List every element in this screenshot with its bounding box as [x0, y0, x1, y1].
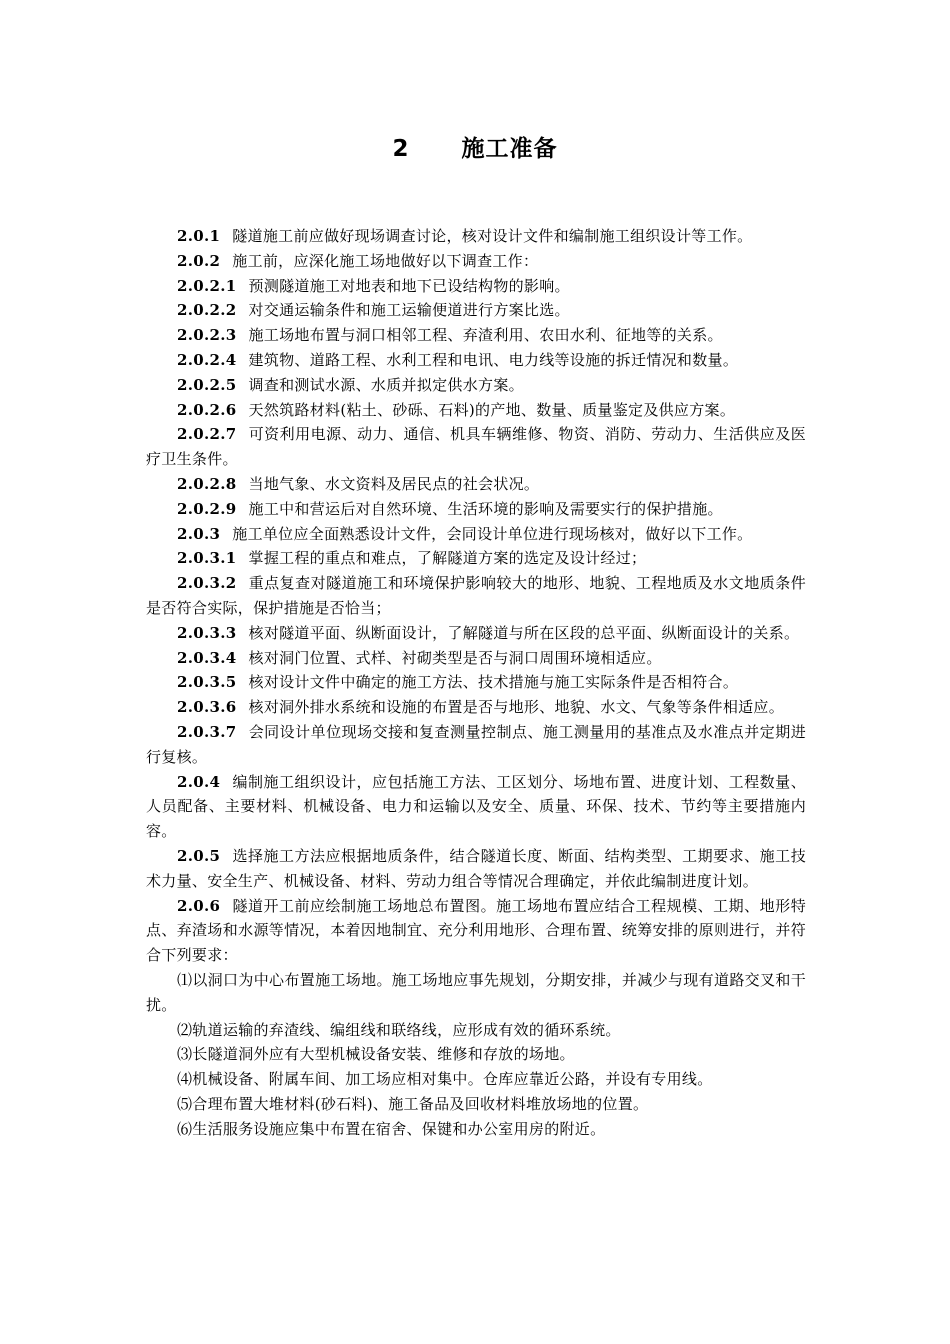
- paragraph: [146, 770, 806, 844]
- chapter-title: 施工准备: [461, 136, 558, 162]
- clause-text: 隧道开工前应绘制施工场地总布置图。施工场地布置应结合工程规模、工期、地形特点、弃渣场和水源等情况，本着因地制宜、充分利用地形、合理布置、统筹安排的原则进行，并符合下列要求：: [146, 896, 806, 965]
- paragraph: [146, 844, 806, 894]
- clause-number: 2.0.2.4: [177, 350, 237, 369]
- clause-text: ⑹生活服务设施应集中布置在宿舍、保键和办公室用房的附近。: [177, 1119, 606, 1138]
- clause-number: 2.0.2.1: [177, 276, 237, 295]
- paragraph: [146, 621, 806, 646]
- clause-number: 2.0.3.2: [177, 574, 237, 593]
- paragraph: [146, 497, 806, 522]
- clause-text: 建筑物、道路工程、水利工程和电讯、电力线等设施的拆迁情况和数量。: [248, 350, 739, 369]
- clause-text: ⑶长隧道洞外应有大型机械设备安装、维修和存放的场地。: [177, 1045, 575, 1064]
- paragraph: [146, 522, 806, 547]
- clause-text: 施工场地布置与洞口相邻工程、弃渣利用、农田水利、征地等的关系。: [248, 326, 723, 345]
- paragraph: [146, 1067, 806, 1092]
- paragraph: [146, 546, 806, 571]
- clause-text: ⑴以洞口为中心布置施工场地。施工场地应事先规划，分期安排，并减少与现有道路交叉和干扰。: [146, 970, 806, 1014]
- page-title: [0, 133, 950, 165]
- paragraph: [146, 1117, 806, 1142]
- clause-text: 核对洞门位置、式样、衬砌类型是否与洞口周围环境相适应。: [248, 648, 662, 667]
- body-text: [146, 224, 806, 1141]
- clause-text: 编制施工组织设计，应包括施工方法、工区划分、场地布置、进度计划、工程数量、人员配备、主要材料、机械设备、电力和运输以及安全、质量、环保、技术、节约等主要措施内容。: [146, 772, 806, 841]
- clause-text: 施工前，应深化施工场地做好以下调查工作：: [232, 251, 539, 270]
- clause-number: 2.0.2: [177, 251, 221, 270]
- clause-number: 2.0.2.6: [177, 400, 237, 419]
- clause-number: 2.0.4: [177, 772, 221, 791]
- clause-text: 隧道施工前应做好现场调查讨论，核对设计文件和编制施工组织设计等工作。: [232, 227, 753, 245]
- clause-text: 施工单位应全面熟悉设计文件，会同设计单位进行现场核对，做好以下工作。: [232, 524, 753, 543]
- clause-number: 2.0.2.2: [177, 301, 237, 320]
- clause-number: 2.0.3.1: [177, 549, 237, 568]
- clause-text: 对交通运输条件和施工运输便道进行方案比选。: [248, 301, 570, 320]
- clause-text: 施工中和营运后对自然环境、生活环境的影响及需要实行的保护措施。: [248, 499, 723, 518]
- paragraph: [146, 472, 806, 497]
- paragraph: [146, 1092, 806, 1117]
- clause-text: 天然筑路材料(粘土、砂砾、石料)的产地、数量、质量鉴定及供应方案。: [248, 400, 736, 419]
- clause-text: 掌握工程的重点和难点，了解隧道方案的选定及设计经过；: [248, 549, 647, 568]
- paragraph: [146, 894, 806, 968]
- clause-text: 预测隧道施工对地表和地下已设结构物的影响。: [248, 276, 570, 295]
- paragraph: [146, 422, 806, 472]
- paragraph: [146, 968, 806, 1018]
- clause-number: 2.0.2.8: [177, 474, 237, 493]
- paragraph: [146, 348, 806, 373]
- paragraph: [146, 571, 806, 621]
- clause-text: 选择施工方法应根据地质条件，结合隧道长度、断面、结构类型、工期要求、施工技术力量、安全生产、机械设备、材料、劳动力组合等情况合理确定，并依此编制进度计划。: [146, 846, 806, 890]
- paragraph: [146, 224, 806, 249]
- clause-text: 核对隧道平面、纵断面设计，了解隧道与所在区段的总平面、纵断面设计的关系。: [248, 623, 800, 642]
- paragraph: [146, 646, 806, 671]
- clause-text: 重点复查对隧道施工和环境保护影响较大的地形、地貌、工程地质及水文地质条件是否符合实际，保护措施是否恰当；: [146, 574, 806, 617]
- clause-number: 2.0.2.9: [177, 499, 237, 518]
- clause-number: 2.0.3.4: [177, 648, 237, 667]
- clause-text: 当地气象、水文资料及居民点的社会状况。: [248, 474, 540, 493]
- paragraph: [146, 670, 806, 695]
- clause-number: 2.0.5: [177, 846, 221, 865]
- clause-number: 2.0.1: [177, 227, 221, 245]
- clause-number: 2.0.6: [177, 896, 221, 915]
- clause-text: 可资利用电源、动力、通信、机具车辆维修、物资、消防、劳动力、生活供应及医疗卫生条件。: [146, 425, 806, 469]
- paragraph: [146, 720, 806, 770]
- chapter-number: 2: [392, 136, 410, 162]
- paragraph: [146, 323, 806, 348]
- clause-number: 2.0.2.3: [177, 326, 237, 345]
- clause-number: 2.0.3.6: [177, 698, 237, 717]
- clause-number: 2.0.3.7: [177, 722, 237, 741]
- clause-text: ⑷机械设备、附属车间、加工场应相对集中。仓库应靠近公路，并设有专用线。: [177, 1070, 713, 1089]
- paragraph: [146, 398, 806, 423]
- paragraph: [146, 249, 806, 274]
- paragraph: [146, 298, 806, 323]
- clause-number: 2.0.2.5: [177, 375, 237, 394]
- clause-number: 2.0.2.7: [177, 425, 237, 444]
- paragraph: [146, 274, 806, 299]
- clause-text: 核对洞外排水系统和设施的布置是否与地形、地貌、水文、气象等条件相适应。: [248, 698, 785, 717]
- paragraph: [146, 373, 806, 398]
- clause-text: 核对设计文件中确定的施工方法、技术措施与施工实际条件是否相符合。: [248, 673, 739, 692]
- paragraph: [146, 695, 806, 720]
- clause-number: 2.0.3.5: [177, 673, 237, 692]
- clause-text: ⑵轨道运输的弃渣线、编组线和联络线，应形成有效的循环系统。: [177, 1020, 621, 1039]
- clause-text: 会同设计单位现场交接和复查测量控制点、施工测量用的基准点及水准点并定期进行复核。: [146, 722, 806, 766]
- clause-text: 调查和测试水源、水质并拟定供水方案。: [248, 375, 524, 394]
- clause-number: 2.0.3: [177, 524, 221, 543]
- paragraph: [146, 1018, 806, 1043]
- clause-text: ⑸合理布置大堆材料(砂石料)、施工备品及回收材料堆放场地的位置。: [177, 1094, 649, 1113]
- clause-number: 2.0.3.3: [177, 623, 237, 642]
- paragraph: [146, 1042, 806, 1067]
